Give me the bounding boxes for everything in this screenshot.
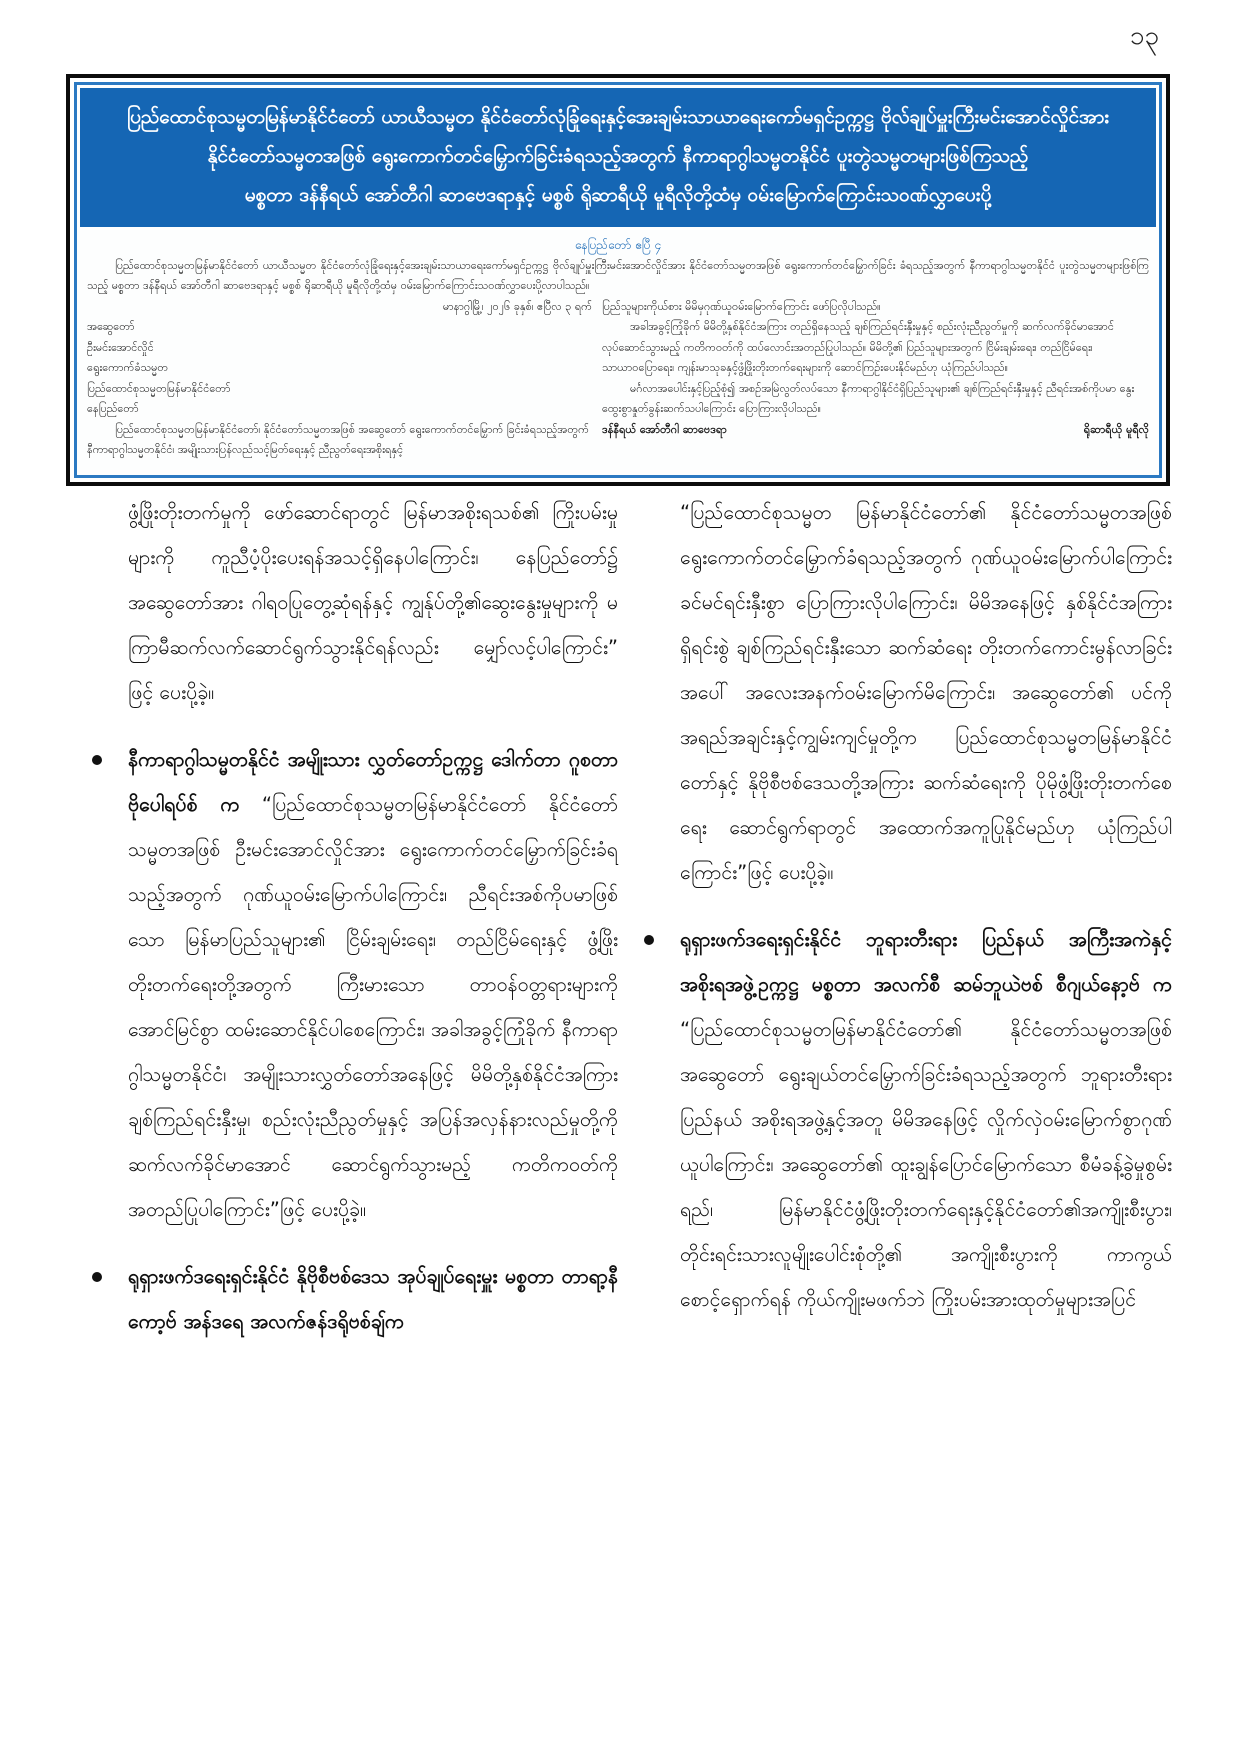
letter-left-column xyxy=(87,297,592,461)
banner-line-3: မစ္စတာ ဒန်နီရယ် အော်တီဂါ ဆာဗေဒရာနှင့် မစ္စစ် ရိုဆာရီယို မူရီလိုတို့ထံမှ ဝမ်းမြောက်ကြောင်းသဝဏ်လွှာပေးပို့ xyxy=(244,184,992,206)
right-column-continued-paragraph: “ပြည်ထောင်စုသမ္မတ မြန်မာနိုင်ငံတော်၏ နိုင်ငံတော်သမ္မတအဖြစ် ရွေးကောက်တင်မြှောက်ခံရသည့်အတွက် ဂုဏ်ယူဝမ်းမြောက်ပါကြောင်း ခင်မင်ရင်းနှီးစွာ ပြောကြားလိုပါကြောင်း၊ မိမိအနေဖြင့် နှစ်နိုင်ငံအကြား ရှိရင်းစွဲ ချစ်ကြည်ရင်းနှီးသော ဆက်ဆံရေး တိုးတက်ကောင်းမွန်လာခြင်းအပေါ် အလေးအနက်ဝမ်းမြောက်မိကြောင်း၊ အဆွေတော်၏ ပင်ကိုအရည်အချင်းနှင့်ကျွမ်းကျင်မှုတို့က ပြည်ထောင်စုသမ္မတမြန်မာနိုင်ငံတော်နှင့် နိုဗိုစီဗစ်ဒေသတို့အကြား ဆက်ဆံရေးကို ပိုမိုဖွံ့ဖြိုးတိုးတက်စေရေး ဆောင်ရွက်ရာတွင် အထောက်အကူပြုနိုင်မည်ဟု ယုံကြည်ပါကြောင်း”ဖြင့် ပေးပို့ခဲ့။ xyxy=(680,501,1172,884)
bullet-icon xyxy=(92,755,102,765)
dateline: နေပြည်တော် ဧပြီ ၄ xyxy=(574,238,662,252)
signature-1: ဒန်နီရယ် အော်တီဂါ ဆာဗေဒရာ xyxy=(601,422,727,436)
signature-row xyxy=(602,420,1149,441)
bullet-item xyxy=(128,737,618,1232)
right-column xyxy=(680,490,1172,1344)
bullet-icon xyxy=(92,1272,102,1282)
banner-line-2: နိုင်ငံတော်သမ္မတအဖြစ် ရွေးကောက်တင်မြှောက်ခြင်းခံရသည့်အတွက် နီကာရာဂွါသမ္မတနိုင်ငံ ပူးတွဲသမ္မတများဖြစ်ကြသည့် xyxy=(207,145,1029,167)
address-line: ပြည်ထောင်စုသမ္မတမြန်မာနိုင်ငံတော် xyxy=(87,381,231,395)
address-line: ဦးမင်းအောင်လှိုင် xyxy=(87,340,154,354)
letter-right-first-line: ပြည်သူများကိုယ်စား မိမိမှဂုဏ်ယူဝမ်းမြောက်ကြောင်း ဖော်ပြလိုပါသည်။ xyxy=(601,299,881,313)
address-line: အဆွေတော် xyxy=(87,320,135,333)
bullet-speaker: နီကာရာဂွါသမ္မတနိုင်ငံ အမျိုးသား လွှတ်တော်ဥက္ကဋ္ဌ ဒေါက်တာ ဂူစတာဗိုပေါရပ်စ် က xyxy=(128,748,618,816)
letter-body xyxy=(77,233,1159,461)
signature-2: ရိုဆာရီယို မူရီလို xyxy=(1083,422,1149,436)
bullet-item xyxy=(128,1254,618,1344)
address-line: နေပြည်တော် xyxy=(87,402,139,415)
bullet-item xyxy=(680,917,1172,1322)
place-date: မာနာဂွါမြို့၊ ၂၀၂၆ ခုနှစ်၊ ဧပြီလ ၃ ရက် xyxy=(442,299,592,313)
bullet-speaker: ရုရှားဖက်ဒရေးရှင်းနိုင်ငံ နိုဗိုစီဗစ်ဒေသ အုပ်ချုပ်ရေးမှူး မစ္စတာ တာရာ့နီကော့ဗ် အန်ဒရေ အလက်ဇန်ဒရိုဗစ်ချ်က xyxy=(128,1265,618,1333)
letter-box xyxy=(66,74,1170,486)
bullet-icon xyxy=(644,935,654,945)
letter-banner xyxy=(80,88,1156,230)
letter-right-para-2: မင်္ဂလာအပေါင်းနှင့်ပြည့်စုံ၍ အစဉ်အမြဲလွတ်လပ်သော နီကာရာဂွါနိုင်ငံရှိပြည်သူများ၏ ချစ်ကြည်ရင်းနှီးမှုနှင့် ညီရင်းအစ်ကိုပမာ နွေးထွေးစွာနှုတ်ခွန်းဆက်သပါကြောင်း ပြောကြားလိုပါသည်။ xyxy=(601,381,1135,415)
letter-right-para-1: အခါအခွင့်ကြုံခိုက် မိမိတို့နှစ်နိုင်ငံအကြား တည်ရှိနေသည့် ချစ်ကြည်ရင်းနှီးမှုနှင့် စည်းလုံးညီညွတ်မှုကို ဆက်လက်ခိုင်မာအောင် လုပ်ဆောင်သွားမည့် ကတိကဝတ်ကို ထပ်လောင်းအတည်ပြုပါသည်။ မိမိတို့၏ ပြည်သူများအတွက် ငြိမ်းချမ်းရေး၊ တည်ငြိမ်ရေး၊ သာယာဝပြောရေး၊ ကျန်းမာသုခနှင့်ဖွံ့ဖြိုးတိုးတက်ရေးများကို ဆောင်ကြဉ်းပေးနိုင်မည်ဟု ယုံကြည်ပါသည်။ xyxy=(601,320,1114,374)
bullet-quote: “ပြည်ထောင်စုသမ္မတမြန်မာနိုင်ငံတော်၏ နိုင်ငံတော်သမ္မတအဖြစ် အဆွေတော် ရွေးချယ်တင်မြှောက်ခြင်းခံရသည့်အတွက် ဘူရားတီးရားပြည်နယ် အစိုးရအဖွဲ့နှင့်အတူ မိမိအနေဖြင့် လှိုက်လှဲဝမ်းမြောက်စွာဂုဏ်ယူပါကြောင်း၊ အဆွေတော်၏ ထူးချွန်ပြောင်မြောက်သော စီမံခန့်ခွဲမှုစွမ်းရည်၊ မြန်မာနိုင်ငံဖွံ့ဖြိုးတိုးတက်ရေးနှင့်နိုင်ငံတော်၏အကျိုးစီးပွား၊ တိုင်းရင်းသားလူမျိုးပေါင်းစုံတို့၏ အကျိုးစီးပွားကို ကာကွယ်စောင့်ရှောက်ရန် ကိုယ်ကျိုးမဖက်ဘဲ ကြိုးပမ်းအားထုတ်မှုများအပြင် xyxy=(680,1018,1172,1311)
left-column-continued-paragraph: ဖွံ့ဖြိုးတိုးတက်မှုကို ဖော်ဆောင်ရာတွင် မြန်မာအစိုးရသစ်၏ ကြိုးပမ်းမှုများကို ကူညီပံ့ပိုးပေးရန်အသင့်ရှိနေပါကြောင်း၊ နေပြည်တော်၌ အဆွေတော်အား ဂါရဝပြုတွေ့ဆုံရန်နှင့် ကျွန်ုပ်တို့၏ဆွေးနွေးမှုများကို မကြာမီဆက်လက်ဆောင်ရွက်သွားနိုင်ရန်လည်း မျှော်လင့်ပါကြောင်း” ဖြင့် ပေးပို့ခဲ့။ xyxy=(128,501,618,704)
left-column xyxy=(128,490,618,1366)
letter-intro: ပြည်ထောင်စုသမ္မတမြန်မာနိုင်ငံတော် ယာယီသမ္မတ နိုင်ငံတော်လုံခြုံရေးနှင့်အေးချမ်းသာယာရေးကော်မရှင်ဥက္ကဋ္ဌ ဗိုလ်ချုပ်မှူးကြီးမင်းအောင်လှိုင်အား နိုင်ငံတော်သမ္မတအဖြစ် ရွေးကောက်တင်မြှောက်ခြင်း ခံရသည့်အတွက် နီကာရာဂွါသမ္မတနိုင်ငံ ပူးတွဲသမ္မတများဖြစ်ကြသည့် မစ္စတာ ဒန်နီရယ် အော်တီဂါ ဆာဗေဒရာနှင့် မစ္စစ် ရိုဆာရီယို မူရီလိုတို့ထံမှ ဝမ်းမြောက်ကြောင်းသဝဏ်လွှာပေးပို့လာပါသည်။ xyxy=(87,258,1149,292)
letter-two-columns xyxy=(87,297,1149,461)
bullet-speaker: ရုရှားဖက်ဒရေးရှင်းနိုင်ငံ ဘူရားတီးရား ပြည်နယ် အကြီးအကဲနှင့် အစိုးရအဖွဲ့ဥက္ကဋ္ဌ မစ္စတာ အလက်စီ ဆမ်ဘူယဲဗစ် စီဂျယ်နော့ဗ် က xyxy=(680,928,1172,996)
letter-left-para: ပြည်ထောင်စုသမ္မတမြန်မာနိုင်ငံတော်၊ နိုင်ငံတော်သမ္မတအဖြစ် အဆွေတော် ရွေးကောက်တင်မြှောက် ခြင်းခံရသည့်အတွက် နီကာရာဂွါသမ္မတနိုင်ငံ၊ အမျိုးသားပြန်လည်သင့်မြတ်ရေးနှင့် ညီညွတ်ရေးအစိုးရနှင့် xyxy=(87,422,589,456)
letter-right-column xyxy=(602,297,1149,461)
bullet-quote: “ပြည်ထောင်စုသမ္မတမြန်မာနိုင်ငံတော် နိုင်ငံတော်သမ္မတအဖြစ် ဦးမင်းအောင်လှိုင်အား ရွေးကောက်တင်မြှောက်ခြင်းခံရသည့်အတွက် ဂုဏ်ယူဝမ်းမြောက်ပါကြောင်း၊ ညီရင်းအစ်ကိုပမာဖြစ်သော မြန်မာပြည်သူများ၏ ငြိမ်းချမ်းရေး၊ တည်ငြိမ်ရေးနှင့် ဖွံ့ဖြိုးတိုးတက်ရေးတို့အတွက် ကြီးမားသော တာဝန်ဝတ္တရားများကို အောင်မြင်စွာ ထမ်းဆောင်နိုင်ပါစေကြောင်း၊ အခါအခွင့်ကြုံခိုက် နီကာရာဂွါသမ္မတနိုင်ငံ၊ အမျိုးသားလွှတ်တော်အနေဖြင့် မိမိတို့နှစ်နိုင်ငံအကြား ချစ်ကြည်ရင်းနှီးမှု၊ စည်းလုံးညီညွတ်မှုနှင့် အပြန်အလှန်နားလည်မှုတို့ကို ဆက်လက်ခိုင်မာအောင် ဆောင်ရွက်သွားမည့် ကတိကဝတ်ကို အတည်ပြုပါကြောင်း”ဖြင့် ပေးပို့ခဲ့။ xyxy=(128,793,618,1221)
banner-line-1: ပြည်ထောင်စုသမ္မတမြန်မာနိုင်ငံတော် ယာယီသမ္မတ နိုင်ငံတော်လုံခြုံရေးနှင့်အေးချမ်းသာယာရေးကော်မရှင်ဥက္ကဋ္ဌ ဗိုလ်ချုပ်မှူးကြီးမင်းအောင်လှိုင်အား xyxy=(126,106,1110,128)
address-line: ရွေးကောက်ခံသမ္မတ xyxy=(87,361,169,374)
letter-inner-frame xyxy=(74,82,1162,478)
page-number: ၁၃ xyxy=(1129,21,1159,51)
